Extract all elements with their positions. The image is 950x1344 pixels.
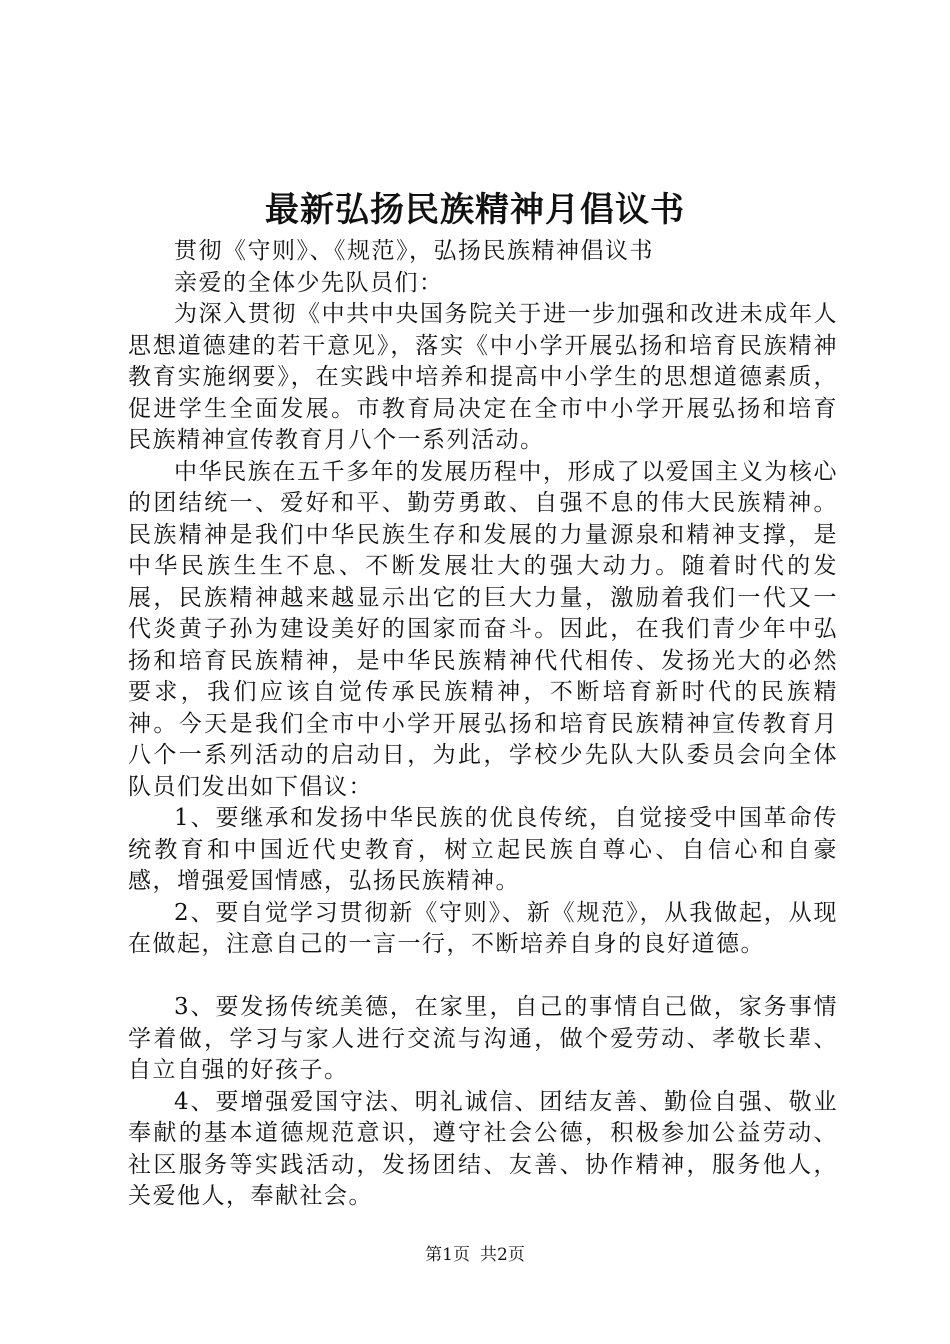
paragraph-gap [128,961,838,993]
paragraph-proposal-2: 2、要自觉学习贯彻新《守则》、新《规范》，从我做起，从现在做起，注意自己的一言一行，不断培养自身的良好道德。 [128,899,838,957]
page-number-total: 共2页 [480,1245,525,1265]
paragraph-salutation: 亲爱的全体少先队员们： [174,269,444,296]
paragraph-proposal-1: 1、要继承和发扬中华民族的优良传统，自觉接受中国革命传统教育和中国近代史教育，树立起民族自尊心、自信心和自豪感，增强爱国情感，弘扬民族精神。 [128,805,838,894]
paragraph-subtitle: 贯彻《守则》、《规范》，弘扬民族精神倡议书 [174,238,654,264]
paragraph-proposal-3: 3、要发扬传统美德，在家里，自己的事情自己做，家务事情学着做，学习与家人进行交流与沟通，做个爱劳动、孝敬长辈、自立自强的好孩子。 [128,994,838,1083]
document-title: 最新弘扬民族精神月倡议书 [265,190,685,230]
page-footer [0,1243,950,1267]
page-number-current: 第1页 [425,1245,470,1265]
paragraph-intro: 为深入贯彻《中共中央国务院关于进一步加强和改进未成年人思想道德建的若干意见》，落实《中小学开展弘扬和培育民族精神教育实施纲要》，在实践中培养和提高中小学生的思想道德素质，促进学生全面发展。市教育局决定在全市中小学开展弘扬和培育民族精神宣传教育月八个一系列活动。 [128,301,838,453]
paragraph-proposal-4: 4、要增强爱国守法、明礼诚信、团结友善、勤俭自强、敬业奉献的基本道德规范意识，遵守社会公德，积极参加公益劳动、社区服务等实践活动，发扬团结、友善、协作精神，服务他人，关爱他人，奉献社会。 [128,1088,838,1209]
paragraph-national-spirit: 中华民族在五千多年的发展历程中，形成了以爱国主义为核心的团结统一、爱好和平、勤劳勇敢、自强不息的伟大民族精神。民族精神是我们中华民族生存和发展的力量源泉和精神支撑，是中华民族生生不息、不断发展壮大的强大动力。随着时代的发展，民族精神越来越显示出它的巨大力量，激励着我们一代又一代炎黄子孙为建设美好的国家而奋斗。因此，在我们青少年中弘扬和培育民族精神，是中华民族精神代代相传、发扬光大的必然要求，我们应该自觉传承民族精神，不断培育新时代的民族精神。今天是我们全市中小学开展弘扬和培育民族精神宣传教育月八个一系列活动的启动日，为此，学校少先队大队委员会向全体队员们发出如下倡议： [128,458,838,800]
document-body [128,236,838,1213]
